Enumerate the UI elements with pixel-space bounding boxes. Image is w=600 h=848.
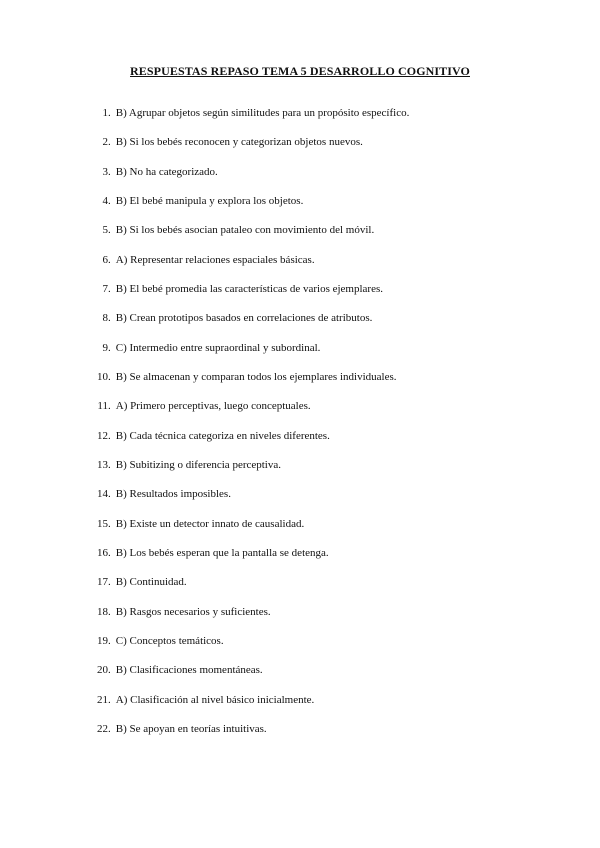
item-text: B) Existe un detector innato de causalidad. bbox=[115, 517, 305, 530]
item-text: B) Cada técnica categoriza en niveles diferentes. bbox=[115, 429, 330, 442]
item-text: C) Conceptos temáticos. bbox=[115, 634, 224, 647]
item-number: 7 bbox=[102, 282, 108, 295]
item-number: 9 bbox=[102, 341, 108, 354]
item-number: 12 bbox=[97, 429, 108, 442]
list-item: 1 . B) Agrupar objetos según similitudes para un propósito específico. bbox=[89, 106, 409, 135]
item-text: A) Representar relaciones espaciales básicas. bbox=[115, 253, 315, 266]
item-text: B) Los bebés esperan que la pantalla se detenga. bbox=[115, 546, 329, 559]
list-item: 11 . A) Primero perceptivas, luego conceptuales. bbox=[89, 399, 409, 428]
item-number: 13 bbox=[97, 458, 108, 471]
list-item: 4 . B) El bebé manipula y explora los objetos. bbox=[89, 194, 409, 223]
list-item: 14 . B) Resultados imposibles. bbox=[89, 487, 409, 516]
list-item: 6 . A) Representar relaciones espaciales básicas. bbox=[89, 253, 409, 282]
item-text: B) Agrupar objetos según similitudes para un propósito específico. bbox=[115, 107, 410, 119]
list-item: 12 . B) Cada técnica categoriza en niveles diferentes. bbox=[89, 429, 409, 458]
item-number: 16 bbox=[97, 546, 108, 559]
item-text: B) Rasgos necesarios y suficientes. bbox=[115, 605, 271, 618]
item-number: 2 bbox=[102, 136, 108, 149]
list-item: 9 . C) Intermedio entre supraordinal y subordinal. bbox=[89, 341, 409, 370]
list-item: 10 . B) Se almacenan y comparan todos los ejemplares individuales. bbox=[89, 370, 409, 399]
item-number: 18 bbox=[97, 605, 108, 618]
item-number: 6 bbox=[102, 253, 108, 266]
item-number: 14 bbox=[97, 488, 108, 501]
item-number: 5 bbox=[102, 224, 108, 237]
list-item: 2 . B) Si los bebés reconocen y categorizan objetos nuevos. bbox=[89, 135, 409, 164]
item-text: B) Subitizing o diferencia perceptiva. bbox=[115, 458, 281, 471]
item-text: C) Intermedio entre supraordinal y subordinal. bbox=[115, 341, 321, 354]
list-item: 16 . B) Los bebés esperan que la pantalla se detenga. bbox=[89, 546, 409, 575]
list-item: 21 . A) Clasificación al nivel básico inicialmente. bbox=[89, 693, 409, 722]
item-text: B) Si los bebés reconocen y categorizan objetos nuevos. bbox=[115, 136, 363, 149]
item-text: B) Continuidad. bbox=[115, 576, 187, 589]
item-number: 1 bbox=[102, 107, 108, 119]
item-number: 21 bbox=[97, 693, 108, 706]
item-number: 4 bbox=[102, 194, 108, 207]
list-item: 17 . B) Continuidad. bbox=[89, 575, 409, 604]
item-number: 8 bbox=[102, 312, 108, 325]
item-text: A) Clasificación al nivel básico inicialmente. bbox=[115, 693, 315, 706]
item-text: B) Crean prototipos basados en correlaciones de atributos. bbox=[115, 312, 373, 325]
item-number: 10 bbox=[97, 370, 108, 383]
list-item: 8 . B) Crean prototipos basados en correlaciones de atributos. bbox=[89, 311, 409, 340]
item-number: 17 bbox=[97, 576, 108, 589]
list-item: 20 . B) Clasificaciones momentáneas. bbox=[89, 663, 409, 692]
item-text: B) Resultados imposibles. bbox=[115, 488, 231, 501]
list-item: 7 . B) El bebé promedia las características de varios ejemplares. bbox=[89, 282, 409, 311]
document-title: RESPUESTAS REPASO TEMA 5 DESARROLLO COGNITIVO bbox=[130, 64, 470, 78]
item-text: B) Si los bebés asocian pataleo con movimiento del móvil. bbox=[115, 224, 375, 237]
answer-list bbox=[89, 106, 409, 751]
item-text: B) El bebé manipula y explora los objetos. bbox=[115, 194, 304, 207]
list-item: 5 . B) Si los bebés asocian pataleo con movimiento del móvil. bbox=[89, 223, 409, 252]
list-item: 18 . B) Rasgos necesarios y suficientes. bbox=[89, 605, 409, 634]
item-number: 15 bbox=[97, 517, 108, 530]
item-text: B) Se almacenan y comparan todos los ejemplares individuales. bbox=[115, 370, 397, 383]
item-number: 11 bbox=[97, 400, 108, 413]
item-text: B) Se apoyan en teorías intuitivas. bbox=[115, 722, 267, 735]
item-text: B) No ha categorizado. bbox=[115, 165, 218, 178]
item-text: B) Clasificaciones momentáneas. bbox=[115, 664, 263, 677]
list-item: 22 . B) Se apoyan en teorías intuitivas. bbox=[89, 722, 409, 751]
item-number: 3 bbox=[102, 165, 108, 178]
item-number: 20 bbox=[97, 664, 108, 677]
item-text: B) El bebé promedia las características de varios ejemplares. bbox=[115, 282, 383, 295]
item-number: 22 bbox=[97, 722, 108, 735]
list-item: 3 . B) No ha categorizado. bbox=[89, 165, 409, 194]
list-item: 19 . C) Conceptos temáticos. bbox=[89, 634, 409, 663]
list-item: 13 . B) Subitizing o diferencia perceptiva. bbox=[89, 458, 409, 487]
item-number: 19 bbox=[97, 634, 108, 647]
list-item: 15 . B) Existe un detector innato de causalidad. bbox=[89, 517, 409, 546]
item-text: A) Primero perceptivas, luego conceptuales. bbox=[115, 400, 311, 413]
